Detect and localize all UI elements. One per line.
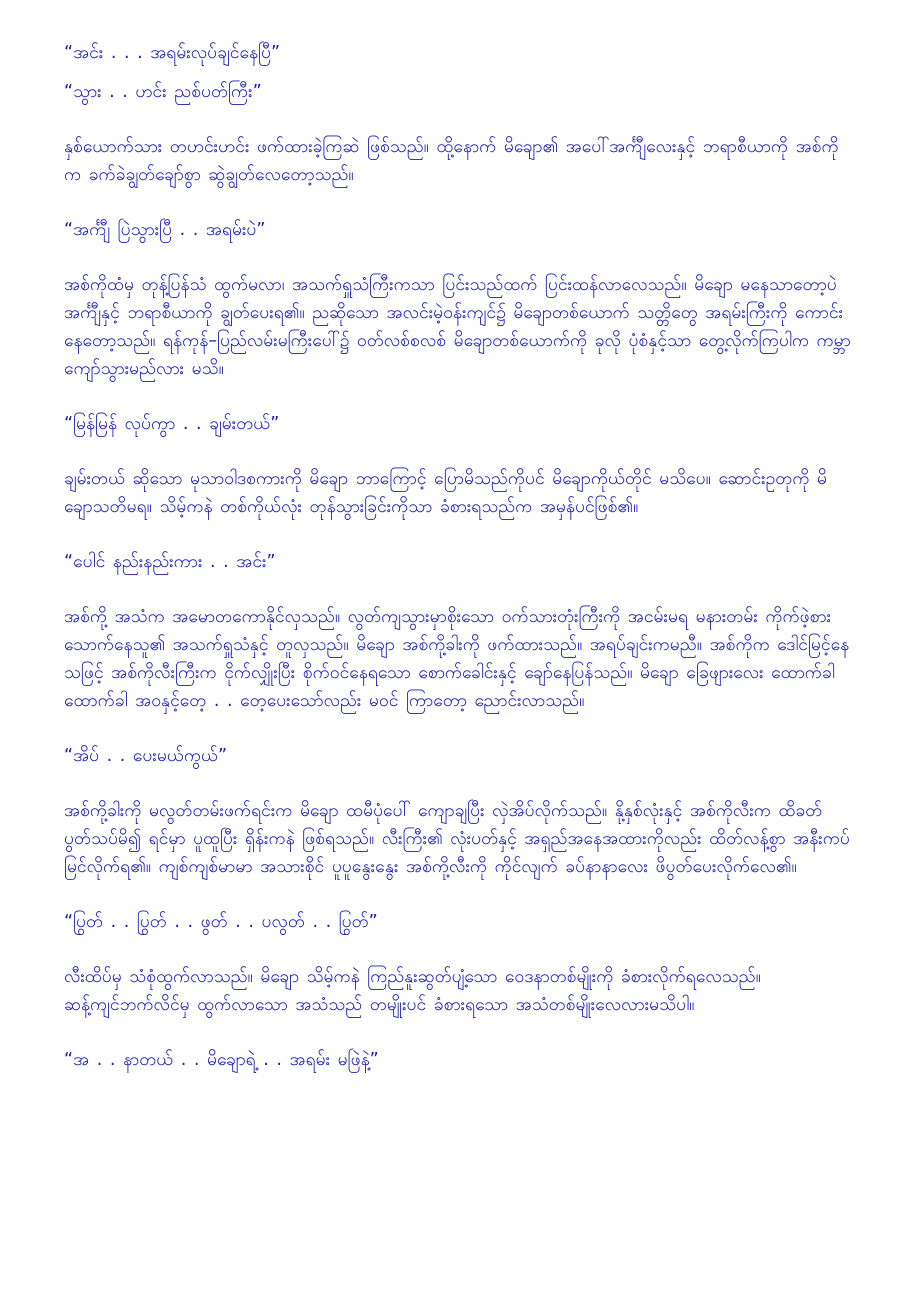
paragraph: လီးထိပ်မှ သံစုံထွက်လာသည်။ မိချော သိမ့်ကနဲ ကြည်နူးဆွတ်ပျံ့သော ဝေဒနာတစ်မျိုးကို ခံစားလိုက်ရလေသည်။ ဆန့်ကျင်ဘက်လိင်မှ ထွက်လာသော အသံသည် တမျိုးပင် ခံစားရသော အသံတစ်မျိုးလေလားမသိပါ။ xyxy=(64,967,761,1015)
paragraph: အစ်ကိုထံမှ တုန့်ပြန်သံ ထွက်မလာ၊ အသက်ရှူသံကြီးကသာ ပြင်းသည်ထက် ပြင်းထန်လာလေသည်။ မိချော မနေသာတော့ပဲ အင်္ကျီနှင့် ဘရာစီယာကို ချွတ်ပေးရ၏။ ညဆိုသော အလင်းမဲ့ဝန်းကျင်၌ မိချောတစ်ယောက် သတ္တိတွေ အရမ်းကြီးကို ကောင်းနေတော့သည်။ ရန်ကုန်–ပြည်လမ်းမကြီးပေါ်၌ ဝတ်လစ်စလစ် မိချောတစ်ယောက်ကို ခုလို ပုံစံနှင့်သာ တွေ့လိုက်ကြပါက ကမ္ဘာကျော်သွားမည်လား မသိ။ xyxy=(64,275,851,379)
dialogue-line: “ပြွတ် . . ပြွတ် . . ဖွတ် . . ပလွတ် . . ပြွတ်” xyxy=(64,912,378,932)
dialogue-line: “ပေါင် နည်းနည်းကား . . အင်း” xyxy=(64,552,276,572)
dialogue-line: “အိပ် . . ပေးမယ်ကွယ်” xyxy=(64,746,228,766)
paragraph: အစ်ကို့ခါးကို မလွတ်တမ်းဖက်ရင်းက မိချော ထမီပုံပေါ် ကျောချပြီး လှဲအိပ်လိုက်သည်။ နို့နှစ်လုံးနှင့် အစ်ကိုလီးက ထိခတ် ပွတ်သပ်မိ၍ ရင်မှာ ပူထူပြီး ရှိန်းကနဲ ဖြစ်ရသည်။ လီးကြီး၏ လုံးပတ်နှင့် အရှည်အနေအထားကိုလည်း ထိတ်လန့်စွာ အနီးကပ် မြင်လိုက်ရ၏။ ကျစ်ကျစ်မာမာ အသားစိုင် ပူပူနွေးနွေး အစ်ကို့လီးကို ကိုင်လျက် ခပ်နာနာလေး ဖိပွတ်ပေးလိုက်လေ၏။ xyxy=(64,801,850,877)
paragraph: နှစ်ယောက်သား တဟင်းဟင်း ဖက်ထားခဲ့ကြဆဲ ဖြစ်သည်။ ထို့နောက် မိချော၏ အပေါ်အင်္ကျီလေးနှင့် ဘရာစီယာကို အစ်ကိုက ခက်ခဲချွတ်ချော်စွာ ဆွဲချွတ်လေတော့သည်။ xyxy=(64,137,839,185)
dialogue-line: “အင်္ကျီ ပြဲသွားပြီ . . အရမ်းပဲ” xyxy=(64,220,266,240)
dialogue-line: “မြန်မြန် လုပ်ကွာ . . ချမ်းတယ်” xyxy=(64,414,280,434)
paragraph: ချမ်းတယ် ဆိုသော မုသာဝါဒစကားကို မိချော ဘာကြောင့် ပြောမိသည်ကိုပင် မိချောကိုယ်တိုင် မသိပေ။ ဆောင်းဥတုကို မိချောသတိမရ။ သိမ့်ကနဲ တစ်ကိုယ်လုံး တုန်သွားခြင်းကိုသာ ခံစားရသည်က အမှန်ပင်ဖြစ်၏။ xyxy=(64,469,828,517)
dialogue-line: “အင်း . . . အရမ်းလုပ်ချင်နေပြီ” xyxy=(64,43,281,63)
paragraph: အစ်ကို့ အသံက အမောတကောနိုင်လှသည်။ လွတ်ကျသွားမှာစိုးသော ဝက်သားတုံးကြီးကို အငမ်းမရ မနားတမ်း ကိုက်ဖဲ့စားသောက်နေသူ၏ အသက်ရှူသံနှင့် တူလှသည်။ မိချော အစ်ကို့ခါးကို ဖက်ထားသည်။ အရပ်ချင်းကမညီ။ အစ်ကိုက ဒေါင်မြင့်နေသဖြင့် အစ်ကိုလီးကြီးက ငိုက်လျှိုးပြီး စိုက်ဝင်နေရသော စောက်ခေါင်းနှင့် ချော်နေပြန်သည်။ မိချော ခြေဖျားလေး ထောက်ခါ ထောက်ခါ အဝနှင့်တေ့ . . တေ့ပေးသော်လည်း မဝင် ကြာတော့ ညောင်းလာသည်။ xyxy=(64,607,850,711)
dialogue-line: “သွား . . ဟင်း ညစ်ပတ်ကြီး” xyxy=(64,82,262,102)
dialogue-line: “အ . . နာတယ် . . မိချောရဲ့ . . အရမ်း မဖြဲနဲ့” xyxy=(64,1050,379,1070)
